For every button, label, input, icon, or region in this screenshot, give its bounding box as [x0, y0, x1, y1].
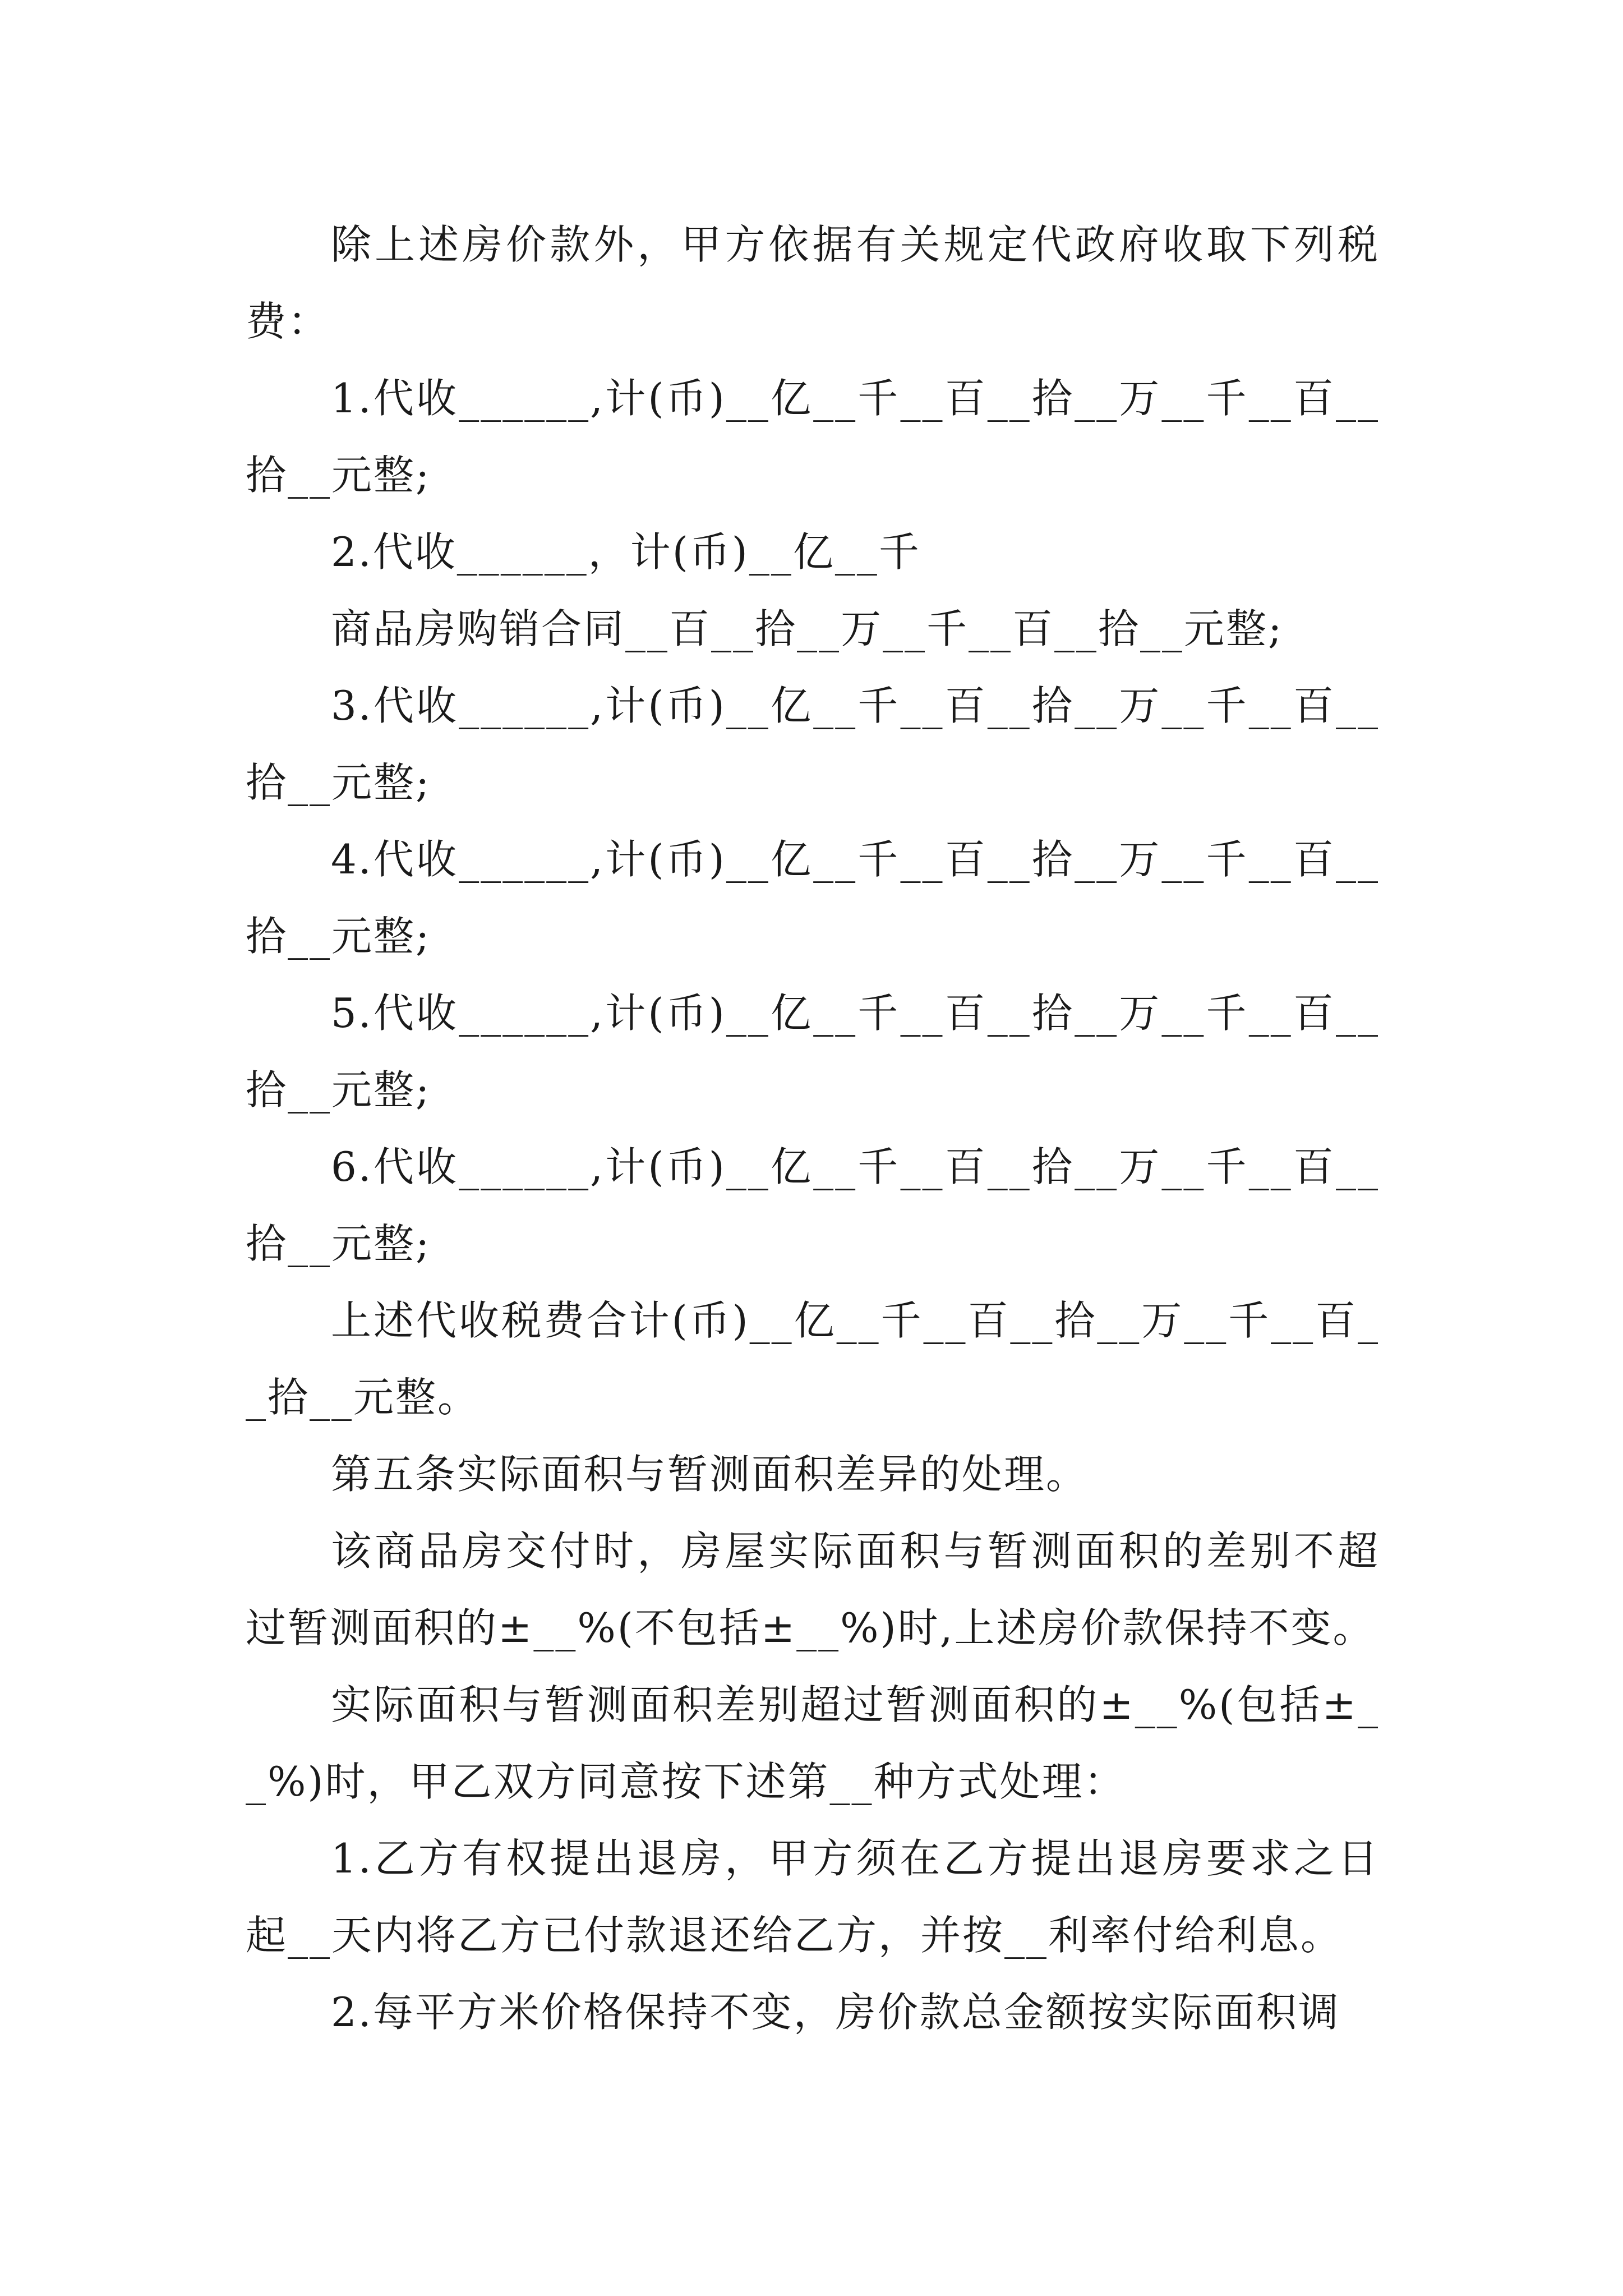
paragraph-area-within-tolerance: 该商品房交付时，房屋实际面积与暂测面积的差别不超过暂测面积的±__%(不包括±__%)时,上述房价款保持不变。 — [246, 1527, 1380, 1651]
document-body — [246, 206, 1380, 2051]
paragraph-option-1-refund: 1.乙方有权提出退房，甲方须在乙方提出退房要求之日起__天内将乙方已付款退还给乙方，并按__利率付给利息。 — [246, 1835, 1380, 1959]
section-heading-article-5: 第五条实际面积与暂测面积差异的处理。 — [331, 1451, 1089, 1498]
paragraph-tax-item-2: 2.代收______，计(币)__亿__千 — [331, 528, 921, 576]
paragraph-tax-item-3: 3.代收______,计(币)__亿__千__百__拾__万__千__百__拾__元整; — [246, 682, 1380, 806]
paragraph-option-2-adjust: 2.每平方米价格保持不变，房价款总金额按实际面积调 — [331, 1989, 1340, 2036]
paragraph-tax-item-1: 1.代收______,计(币)__亿__千__百__拾__万__千__百__拾__元整; — [246, 375, 1380, 499]
paragraph-tax-item-4: 4.代收______,计(币)__亿__千__百__拾__万__千__百__拾__元整; — [246, 836, 1380, 960]
paragraph-tax-item-2-continued: 商品房购销合同__百__拾__万__千__百__拾__元整; — [331, 605, 1284, 652]
paragraph-tax-intro: 除上述房价款外，甲方依据有关规定代政府收取下列税费： — [246, 221, 1380, 345]
paragraph-area-exceeds-tolerance: 实际面积与暂测面积差别超过暂测面积的±__%(包括±__%)时，甲乙双方同意按下述第__种方式处理： — [246, 1681, 1380, 1805]
paragraph-tax-item-5: 5.代收______,计(币)__亿__千__百__拾__万__千__百__拾__元整; — [246, 990, 1380, 1114]
paragraph-tax-item-6: 6.代收______,计(币)__亿__千__百__拾__万__千__百__拾__元整; — [246, 1143, 1380, 1267]
paragraph-tax-total: 上述代收税费合计(币)__亿__千__百__拾__万__千__百__拾__元整。 — [246, 1297, 1380, 1421]
